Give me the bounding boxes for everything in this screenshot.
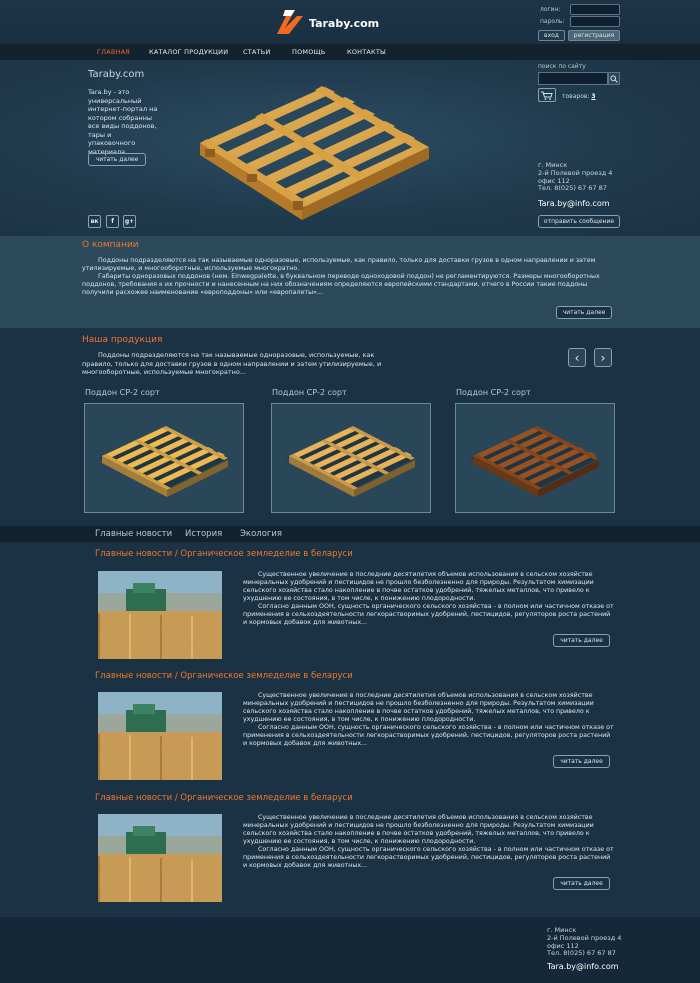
logo-icon[interactable] <box>275 6 305 36</box>
footer-address: г. Минск 2-й Полевой проезд 4 офис 112 Тел. 8(025) 67 67 87 <box>547 926 622 958</box>
password-label: пароль: <box>540 18 565 25</box>
facebook-icon[interactable]: f <box>106 215 119 228</box>
about-read-more-button[interactable]: читать далее <box>556 306 612 319</box>
pallet-image <box>465 418 605 498</box>
password-input[interactable] <box>570 16 620 27</box>
about-text: Поддоны подразделяются на так называемые одноразовые, используемые, как правило, только для доставки грузов в одном направлении и затем утилизируемые, и многооборотные, используемые многократно. Габариты одноразовых поддонов (нем. Einwegpalette, в буквальном переводе одноходовой поддон) не регламентируются. Размеры многооборотных поддонов, требования к их прочности и нанесенным на них обозначениям определяются европейскими стандартами, отчего в России такие поддоны получили расхожее наименование «европоддоны» или «европалеты»... <box>82 257 600 296</box>
search-label: поиск по сайту <box>538 63 586 70</box>
tab-ecology[interactable]: Экология <box>240 529 283 539</box>
product-card[interactable] <box>455 403 615 513</box>
hero-pallet-image <box>185 75 435 225</box>
news-read-more-button[interactable]: читать далее <box>553 877 610 890</box>
pallet-image <box>281 418 421 498</box>
product-card[interactable] <box>84 403 244 513</box>
cart-summary: товаров: 3 <box>562 93 596 100</box>
news-read-more-button[interactable]: читать далее <box>553 634 610 647</box>
products-title: Наша продукция <box>82 335 163 345</box>
product-label[interactable]: Поддон СР-2 сорт <box>456 388 531 397</box>
nav-item-help[interactable]: ПОМОЩЬ <box>292 48 326 56</box>
google-plus-icon[interactable]: g+ <box>123 215 136 228</box>
news-title[interactable]: Главные новости / Органическое земледелие в беларуси <box>95 549 353 559</box>
hero-title: Taraby.com <box>88 69 145 80</box>
news-image[interactable] <box>98 814 222 902</box>
nav-item-home[interactable]: ГЛАВНАЯ <box>97 48 131 56</box>
pallet-image <box>94 418 234 498</box>
chevron-left-icon[interactable]: ‹ <box>568 348 586 367</box>
chevron-right-icon[interactable]: › <box>594 348 612 367</box>
logo-text[interactable]: Taraby.com <box>309 17 380 30</box>
news-title[interactable]: Главные новости / Органическое земледелие в беларуси <box>95 671 353 681</box>
product-label[interactable]: Поддон СР-2 сорт <box>272 388 347 397</box>
news-title[interactable]: Главные новости / Органическое земледелие в беларуси <box>95 793 353 803</box>
send-message-button[interactable]: отправить сообщение <box>538 215 620 228</box>
footer-email[interactable]: Tara.by@info.com <box>547 962 619 971</box>
news-text: Существенное увеличение в последние десятилетия объемов использования в сельском хозяйстве минеральных удобрений и пестицидов не прошло безболезненно для природы. Результатом химизации сельского хозяйства стало накопление в почве остатков удобрений, тяжелых металлов, что привело к ухудшению ее состояния, в том числе, к понижению плодородности. Согласно данным ООН, сущность органического сельского хозяйства - в полном или частичном отказе от применения в сельхоздеятельности легкорастворимых удобрений, пестицидов, регуляторов роста растений и кормовых добавок для животных... <box>243 814 614 869</box>
login-input[interactable] <box>570 4 620 15</box>
news-image[interactable] <box>98 571 222 659</box>
product-label[interactable]: Поддон СР-2 сорт <box>85 388 160 397</box>
search-input[interactable] <box>538 72 608 85</box>
contact-email[interactable]: Tara.by@info.com <box>538 199 610 208</box>
products-text: Поддоны подразделяются на так называемые одноразовые, используемые, как правило, только для доставки грузов в одном направлении и затем утилизируемые, и многооборотные, используемые многократно... <box>82 351 382 376</box>
login-button[interactable]: вход <box>538 30 565 41</box>
register-button[interactable]: регистрация <box>568 30 620 41</box>
nav-item-contacts[interactable]: КОНТАКТЫ <box>347 48 386 56</box>
contact-address: г. Минск 2-й Полевой проезд 4 офис 112 Тел. 8(025) 67 67 87 <box>538 161 613 193</box>
hero-read-more-button[interactable]: читать далее <box>88 153 146 166</box>
tab-history[interactable]: История <box>185 529 223 539</box>
hero-text: Tara.by - это универсальный интернет-портал на котором собранны все виды поддонов, тары и упаковочного материала... <box>88 88 158 156</box>
about-title: О компании <box>82 240 139 250</box>
vk-icon[interactable]: вк <box>88 215 101 228</box>
tab-main-news[interactable]: Главные новости <box>95 529 173 539</box>
cart-icon[interactable] <box>538 88 556 102</box>
news-read-more-button[interactable]: читать далее <box>553 755 610 768</box>
news-image[interactable] <box>98 692 222 780</box>
product-card[interactable] <box>271 403 431 513</box>
login-label: логин: <box>540 6 561 13</box>
news-text: Существенное увеличение в последние десятилетия объемов использования в сельском хозяйстве минеральных удобрений и пестицидов не прошло безболезненно для природы. Результатом химизации сельского хозяйства стало накопление в почве остатков удобрений, тяжелых металлов, что привело к ухудшению ее состояния, в том числе, к понижению плодородности. Согласно данным ООН, сущность органического сельского хозяйства - в полном или частичном отказе от применения в сельхоздеятельности легкорастворимых удобрений, пестицидов, регуляторов роста растений и кормовых добавок для животных... <box>243 571 614 626</box>
news-text: Существенное увеличение в последние десятилетия объемов использования в сельском хозяйстве минеральных удобрений и пестицидов не прошло безболезненно для природы. Результатом химизации сельского хозяйства стало накопление в почве остатков удобрений, тяжелых металлов, что привело к ухудшению ее состояния, в том числе, к понижению плодородности. Согласно данным ООН, сущность органического сельского хозяйства - в полном или частичном отказе от применения в сельхоздеятельности легкорастворимых удобрений, пестицидов, регуляторов роста растений и кормовых добавок для животных... <box>243 692 614 747</box>
cart-count[interactable]: 3 <box>591 93 596 100</box>
nav-item-catalog[interactable]: КАТАЛОГ ПРОДУКЦИИ <box>149 48 229 56</box>
nav-item-articles[interactable]: СТАТЬИ <box>243 48 271 56</box>
search-icon[interactable] <box>608 72 620 85</box>
